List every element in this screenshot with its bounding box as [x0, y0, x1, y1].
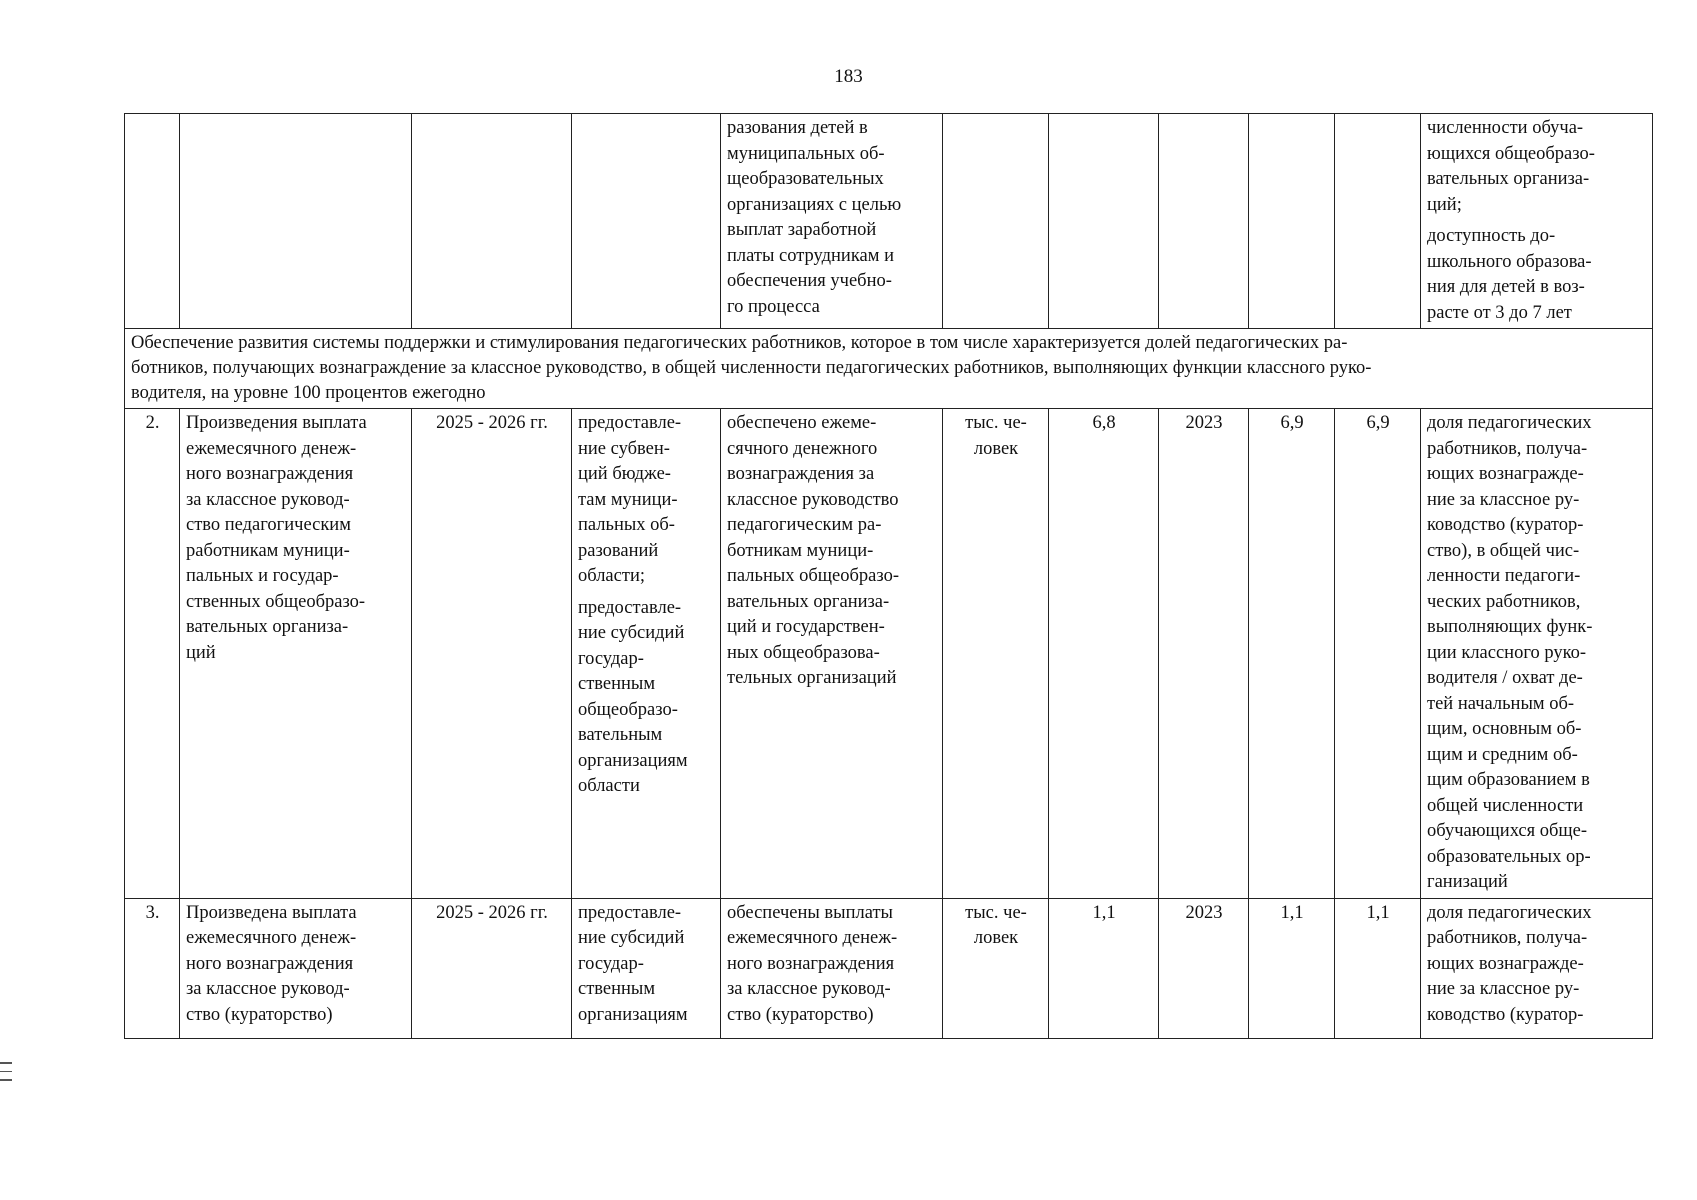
- text-line: ство (кураторство): [186, 1004, 333, 1025]
- text-line: ние за классное ру-: [1427, 979, 1580, 999]
- text-line: области;: [578, 566, 645, 586]
- text-line: ных общеобразова-: [727, 642, 880, 663]
- text-line: за классное руковод-: [186, 979, 350, 999]
- text-line: организациях с целью: [727, 194, 902, 215]
- text-line: работникам муници-: [186, 540, 350, 561]
- margin-mark: [0, 1062, 12, 1064]
- text-line: предоставле-: [578, 413, 682, 433]
- text-line: организациям: [578, 1004, 688, 1025]
- text-line: обеспечено ежеме-: [727, 413, 877, 433]
- text-line: ство педагогическим: [186, 515, 351, 535]
- base-value-cell: 1,1: [1049, 898, 1159, 1038]
- period-cell: 2025 - 2026 гг.: [412, 409, 572, 899]
- task-cell: [180, 409, 412, 899]
- value-2026-cell: 6,9: [1335, 409, 1421, 899]
- text-line: Произведения выплата: [186, 413, 367, 433]
- text-line: ющих вознагражде-: [1427, 464, 1584, 484]
- base-value-cell: [1049, 114, 1159, 329]
- text-line: ние субвен-: [578, 438, 670, 459]
- base-year-cell: 2023: [1159, 409, 1249, 899]
- text-line: ботников, получающих вознаграждение за классное руководство, в общей численности педагогических работников, выполняющих функции классного руко-: [131, 358, 1372, 378]
- text-line: тельных организаций: [727, 668, 897, 688]
- base-value-cell: 6,8: [1049, 409, 1159, 899]
- text-line: водителя, на уровне 100 процентов ежегодно: [131, 383, 486, 403]
- text-line: доля педагогических: [1427, 413, 1592, 433]
- text-line: численности обуча-: [1427, 118, 1584, 138]
- text-line: Произведена выплата: [186, 902, 357, 923]
- row-number: 2.: [125, 409, 180, 899]
- text-line: ежемесячного денеж-: [727, 928, 898, 948]
- indicator-paragraph: [1427, 224, 1647, 326]
- text-line: обеспечены выплаты: [727, 902, 893, 923]
- text-line: ние за классное ру-: [1427, 489, 1580, 510]
- text-line: пальных об-: [578, 515, 675, 535]
- text-line: тей начальным об-: [1427, 693, 1575, 714]
- base-year-cell: [1159, 114, 1249, 329]
- unit-cell: [943, 409, 1049, 899]
- text-line: ций бюдже-: [578, 464, 671, 484]
- text-line: ние субсидий: [578, 928, 685, 948]
- text-line: обучающихся обще-: [1427, 821, 1588, 841]
- text-line: сячного денежного: [727, 438, 878, 459]
- text-line: ного вознаграждения: [186, 464, 354, 484]
- margin-mark: [0, 1071, 12, 1073]
- unit-cell: [943, 114, 1049, 329]
- result-cell: [721, 898, 943, 1038]
- text-line: ющих вознагражде-: [1427, 953, 1584, 974]
- text-line: пальных общеобразо-: [727, 566, 900, 586]
- text-line: щим образованием в: [1427, 770, 1590, 790]
- text-line: ство (кураторство): [727, 1004, 874, 1025]
- text-line: общей численности: [1427, 795, 1584, 816]
- period-cell: [412, 114, 572, 329]
- text-line: ководство (куратор-: [1427, 1004, 1584, 1025]
- text-line: вательных организа-: [186, 617, 349, 637]
- text-line: ного вознаграждения: [186, 953, 354, 974]
- indicator-paragraph: [1427, 116, 1647, 218]
- number-cell: [125, 114, 180, 329]
- table-row: [125, 898, 1653, 1038]
- text-line: тыс. че-: [965, 413, 1027, 433]
- text-line: ющихся общеобразо-: [1427, 143, 1595, 164]
- text-line: Обеспечение развития системы поддержки и стимулирования педагогических работников, которое в том числе характеризуется долей педагогических ра-: [131, 333, 1348, 353]
- value-2025-cell: 1,1: [1249, 898, 1335, 1038]
- text-line: обеспечения учебно-: [727, 271, 892, 291]
- text-line: ного вознаграждения: [727, 953, 895, 974]
- text-line: расте от 3 до 7 лет: [1427, 302, 1572, 323]
- value-2026-cell: 1,1: [1335, 898, 1421, 1038]
- mechanism-cell: [572, 898, 721, 1038]
- page-number: 183: [834, 66, 863, 87]
- text-line: за классное руковод-: [727, 979, 891, 999]
- text-line: щим и средним об-: [1427, 744, 1578, 765]
- text-line: выполняющих функ-: [1427, 617, 1593, 637]
- text-line: образовательных ор-: [1427, 846, 1591, 867]
- text-line: ции классного руко-: [1427, 642, 1587, 663]
- result-cell: [721, 409, 943, 899]
- text-line: общеобразо-: [578, 699, 678, 720]
- section-heading: [125, 329, 1653, 409]
- text-line: педагогическим ра-: [727, 515, 882, 535]
- text-line: доступность до-: [1427, 226, 1556, 246]
- continuation-row: [125, 114, 1653, 329]
- text-line: ций: [186, 642, 216, 663]
- indicator-cell: [1421, 409, 1653, 899]
- indicator-cell: [1421, 114, 1653, 329]
- task-cell: [180, 898, 412, 1038]
- text-line: работников, получа-: [1427, 438, 1588, 459]
- text-line: водителя / охват де-: [1427, 668, 1583, 688]
- text-line: ежемесячного денеж-: [186, 438, 357, 459]
- text-line: организациям: [578, 750, 688, 771]
- text-line: государ-: [578, 648, 644, 669]
- text-line: ганизаций: [1427, 872, 1508, 892]
- text-line: платы сотрудникам и: [727, 245, 894, 266]
- mechanism-paragraph: [578, 596, 715, 800]
- text-line: ния для детей в воз-: [1427, 277, 1585, 297]
- unit-cell: [943, 898, 1049, 1038]
- text-line: вательным: [578, 725, 663, 745]
- text-line: там муници-: [578, 489, 678, 510]
- result-cell: [721, 114, 943, 329]
- value-2025-cell: [1249, 114, 1335, 329]
- text-line: ловек: [973, 438, 1019, 459]
- text-line: вательных организа-: [1427, 169, 1590, 189]
- text-line: предоставле-: [578, 597, 682, 618]
- text-line: выплат заработной: [727, 220, 877, 240]
- period-cell: 2025 - 2026 гг.: [412, 898, 572, 1038]
- value-2026-cell: [1335, 114, 1421, 329]
- text-line: пальных и государ-: [186, 566, 339, 586]
- text-line: школьного образова-: [1427, 251, 1592, 272]
- task-cell: [180, 114, 412, 329]
- base-year-cell: 2023: [1159, 898, 1249, 1038]
- margin-marks: [0, 1062, 12, 1088]
- text-line: ческих работников,: [1427, 591, 1581, 612]
- text-line: государ-: [578, 953, 644, 974]
- text-line: щим, основным об-: [1427, 719, 1582, 739]
- text-line: муниципальных об-: [727, 143, 885, 164]
- text-line: вательных организа-: [727, 591, 890, 612]
- mechanism-paragraph: [578, 411, 715, 590]
- text-line: ственным: [578, 674, 656, 694]
- text-line: ловек: [973, 928, 1019, 948]
- text-line: ботникам муници-: [727, 540, 874, 561]
- mechanism-cell: [572, 114, 721, 329]
- text-line: го процесса: [727, 296, 820, 317]
- text-line: классное руководство: [727, 489, 899, 510]
- text-line: ство), в общей чис-: [1427, 540, 1580, 561]
- text-line: ежемесячного денеж-: [186, 928, 357, 948]
- text-line: щеобразовательных: [727, 169, 884, 189]
- text-line: разования детей в: [727, 118, 868, 138]
- text-line: ций;: [1427, 194, 1462, 215]
- margin-mark: [0, 1079, 12, 1081]
- text-line: тыс. че-: [965, 902, 1027, 923]
- text-line: ководство (куратор-: [1427, 515, 1584, 535]
- indicator-cell: [1421, 898, 1653, 1038]
- table-row: [125, 409, 1653, 899]
- text-line: предоставле-: [578, 902, 682, 923]
- text-line: вознаграждения за: [727, 464, 875, 484]
- text-line: разований: [578, 540, 659, 561]
- row-number: 3.: [125, 898, 180, 1038]
- text-line: за классное руковод-: [186, 489, 350, 510]
- section-heading-row: [125, 329, 1653, 409]
- text-line: доля педагогических: [1427, 902, 1592, 923]
- text-line: ственным: [578, 979, 656, 999]
- text-line: ленности педагоги-: [1427, 566, 1581, 586]
- text-line: работников, получа-: [1427, 928, 1588, 948]
- value-2025-cell: 6,9: [1249, 409, 1335, 899]
- text-line: области: [578, 776, 640, 796]
- mechanism-cell: [572, 409, 721, 899]
- text-line: ние субсидий: [578, 623, 685, 643]
- text-line: ственных общеобразо-: [186, 591, 366, 612]
- measures-table: [124, 113, 1653, 1039]
- text-line: ций и государствен-: [727, 617, 885, 637]
